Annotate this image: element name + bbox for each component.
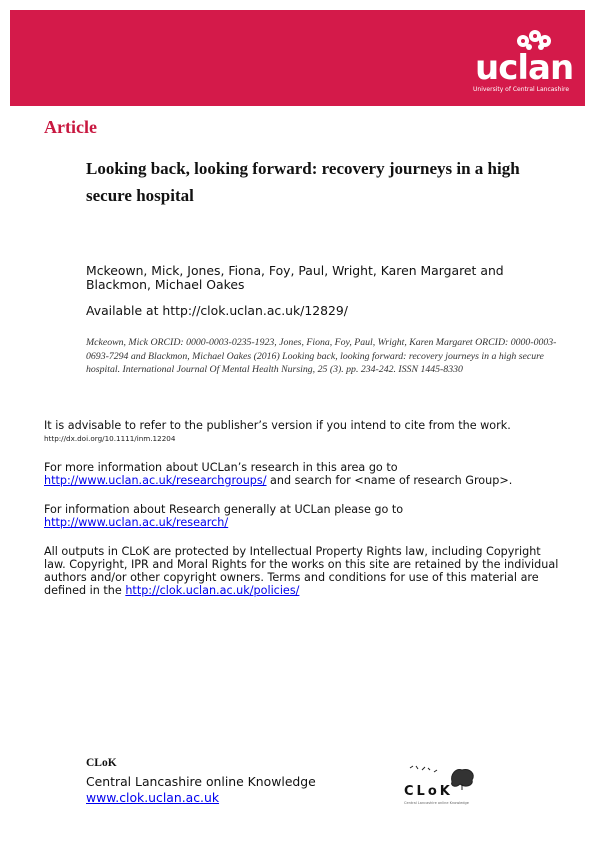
policies-link[interactable]: http://clok.uclan.ac.uk/policies/: [125, 584, 300, 597]
logo-subtext: University of Central Lancashire: [473, 86, 570, 93]
footer-title: CLoK: [86, 757, 117, 769]
clok-website-link[interactable]: www.clok.uclan.ac.uk: [86, 790, 220, 805]
logo-wordmark: uclan: [475, 48, 574, 88]
footer-subtitle: Central Lancashire online Knowledge: [86, 774, 316, 789]
authors-list: Mckeown, Mick, Jones, Fiona, Foy, Paul, Wright, Karen Margaret and Blackmon, Michael Oakes: [86, 263, 504, 292]
ipr-text: All outputs in CLoK are protected by Intellectual Property Rights law, including Copyright law. Copyright, IPR and Moral Rights for the works on this site are retained by the individual authors and/or other copyright owners. Terms and conditions for use of this material are defined in the: [44, 545, 559, 597]
advisable-notice: It is advisable to refer to the publisher’s version if you intend to cite from the work.: [44, 419, 511, 432]
document-type-label: Article: [44, 117, 97, 137]
research-general-paragraph: [44, 503, 564, 529]
availability-line: Available at http://clok.uclan.ac.uk/12829/: [86, 303, 348, 318]
research-general-text: For information about Research generally at UCLan please go to: [44, 503, 404, 516]
doi-text[interactable]: http://dx.doi.org/10.1111/inm.12204: [44, 434, 176, 443]
research-link[interactable]: http://www.uclan.ac.uk/research/: [44, 516, 229, 529]
research-area-text: For more information about UCLan’s research in this area go to: [44, 461, 398, 474]
research-groups-link[interactable]: http://www.uclan.ac.uk/researchgroups/: [44, 474, 267, 487]
header-banner: [10, 10, 585, 106]
footer-link-container: [86, 790, 219, 805]
uclan-logo[interactable]: [473, 26, 577, 98]
clok-logo-subtext: Central Lancashire online Knowledge: [404, 801, 469, 805]
research-area-paragraph: [44, 461, 564, 487]
clok-logo-text: CLoK: [404, 784, 453, 799]
page-title: Looking back, looking forward: recovery journeys in a high secure hospital: [86, 159, 520, 205]
ipr-paragraph: [44, 545, 564, 597]
citation-text: Mckeown, Mick ORCID: 0000-0003-0235-1923, Jones, Fiona, Foy, Paul, Wright, Karen Margaret ORCID: 0000-0003-0693-7294 and Blackmon, Michael Oakes (2016) Looking back, looking forward: recovery journeys in a high secure hospital. International Journal Of Mental Health Nursing, 25 (3). pp. 234-242. ISSN 1445-8330: [86, 337, 557, 375]
research-groups-suffix: and search for <name of research Group>.: [266, 474, 513, 487]
